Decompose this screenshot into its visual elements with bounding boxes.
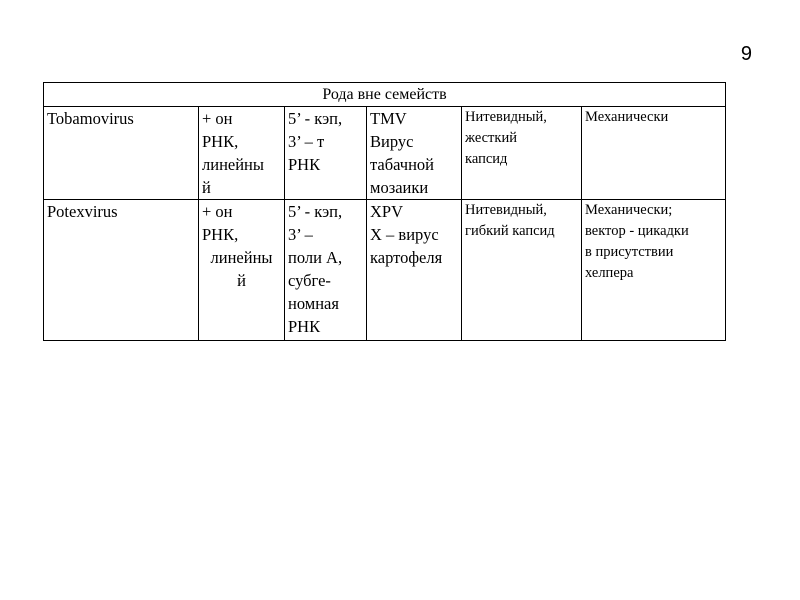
capsid-cell	[462, 107, 582, 200]
type-species-line: мозаики	[370, 178, 429, 197]
ends-line: 3’ – т	[288, 132, 325, 151]
type-species-line: X – вирус	[370, 225, 439, 244]
genome-cell	[199, 200, 285, 341]
genus-cell	[44, 107, 199, 200]
genome-line: + он	[202, 202, 233, 221]
genome-line: + он	[202, 109, 233, 128]
transmission-line: в присутствии	[585, 244, 674, 260]
type-species-line: Вирус	[370, 132, 414, 151]
type-species-cell	[367, 107, 462, 200]
capsid-line: Нитевидный,	[465, 109, 547, 125]
capsid-line: гибкий капсид	[465, 223, 555, 239]
capsid-cell	[462, 200, 582, 341]
genome-line: линейны	[202, 155, 264, 174]
transmission-line: Механически;	[585, 202, 673, 218]
type-species-line: табачной	[370, 155, 435, 174]
genome-line: РНК,	[202, 225, 239, 244]
ends-line: номная	[288, 294, 339, 313]
genome-cell	[199, 107, 285, 200]
capsid-line: капсид	[465, 151, 508, 167]
type-species-cell	[367, 200, 462, 341]
ends-line: РНК	[288, 155, 321, 174]
page-number: 9	[740, 43, 752, 65]
ends-line: РНК	[288, 317, 321, 336]
genome-line: РНК,	[202, 132, 239, 151]
table-caption: Рода вне семейств	[44, 83, 726, 107]
genus-name: Tobamovirus	[47, 109, 134, 128]
ends-line: 5’ - кэп,	[288, 109, 343, 128]
transmission-line: хелпера	[585, 265, 634, 281]
ends-cell	[285, 200, 367, 341]
genome-line: й	[202, 178, 211, 197]
genus-name: Potexvirus	[47, 202, 118, 221]
ends-line: 3’ –	[288, 225, 313, 244]
capsid-line: жесткий	[465, 130, 517, 146]
ends-line: 5’ - кэп,	[288, 202, 343, 221]
table-row	[44, 107, 726, 200]
type-species-line: картофеля	[370, 248, 443, 267]
transmission-cell	[582, 200, 726, 341]
transmission-line: Механически	[585, 109, 669, 125]
genera-table	[43, 82, 726, 341]
ends-cell	[285, 107, 367, 200]
ends-line: поли А,	[288, 248, 343, 267]
table-row	[44, 200, 726, 341]
genome-line: й	[237, 271, 246, 290]
capsid-line: Нитевидный,	[465, 202, 547, 218]
transmission-line: вектор - цикадки	[585, 223, 689, 239]
genus-cell	[44, 200, 199, 341]
table-caption-row	[44, 83, 726, 107]
ends-line: субге-	[288, 271, 331, 290]
genome-line: линейны	[210, 248, 273, 267]
transmission-cell	[582, 107, 726, 200]
type-species-line: XPV	[370, 202, 404, 221]
type-species-line: TMV	[370, 109, 407, 128]
